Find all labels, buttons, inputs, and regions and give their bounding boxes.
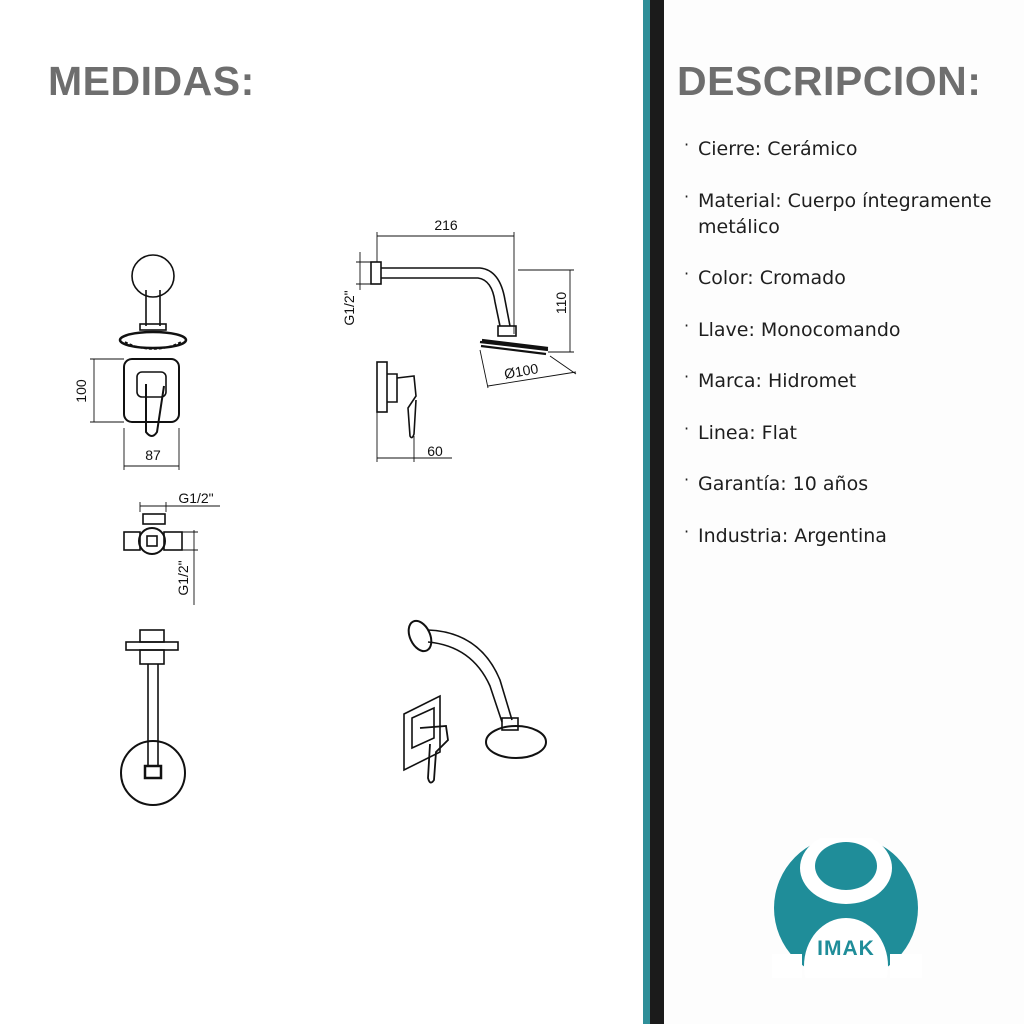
bullet-icon: · <box>684 470 690 489</box>
spec-item <box>684 317 1014 343</box>
spec-text: Garantía: 10 años <box>698 473 869 495</box>
valve-body-drawing <box>124 502 220 605</box>
spec-text: Marca: Hidromet <box>698 370 857 392</box>
arm-top-view-drawing <box>121 630 185 805</box>
dim-valve-side-connection: G1/2" <box>175 560 191 596</box>
spec-text: Material: Cuerpo íntegramente metálico <box>698 189 992 238</box>
spec-item <box>684 136 1014 162</box>
spec-item <box>684 471 1014 497</box>
spec-item <box>684 265 1014 291</box>
spec-text: Industria: Argentina <box>698 524 887 547</box>
dim-drop-height: 110 <box>553 291 569 315</box>
front-view-drawing <box>90 255 186 470</box>
dim-front-width: 87 <box>145 447 161 463</box>
bullet-icon: · <box>684 521 690 541</box>
spec-item <box>684 368 1014 394</box>
bullet-icon: · <box>684 135 690 154</box>
dim-arm-length: 216 <box>434 217 458 233</box>
spec-text: Linea: Flat <box>698 421 797 444</box>
medidas-heading: MEDIDAS: <box>48 58 255 104</box>
perspective-drawing <box>404 617 546 782</box>
spec-text: Cierre: Cerámico <box>698 138 858 160</box>
dim-valve-depth: 60 <box>427 443 443 459</box>
descripcion-heading: DESCRIPCION: <box>677 58 982 104</box>
spec-item <box>684 523 1014 549</box>
bullet-icon: · <box>684 315 690 335</box>
dim-valve-top-connection: G1/2" <box>178 490 214 506</box>
spec-text: Llave: Monocomando <box>698 318 901 341</box>
bullet-icon: · <box>684 264 690 283</box>
spec-text: Color: Cromado <box>698 267 846 289</box>
dim-front-height: 100 <box>73 379 89 403</box>
dim-head-diameter: Ø100 <box>502 360 540 382</box>
spec-item <box>684 420 1014 446</box>
imak-logo <box>772 838 922 978</box>
bullet-icon: · <box>684 367 690 386</box>
bullet-icon: · <box>684 418 690 438</box>
divider-dark <box>650 0 664 1024</box>
side-view-drawing <box>356 232 576 462</box>
logo-text: IMAK <box>817 937 875 960</box>
dim-connection-top: G1/2" <box>341 290 357 326</box>
spec-list <box>684 136 1014 574</box>
spec-item <box>684 188 1014 240</box>
bullet-icon: · <box>684 186 690 206</box>
